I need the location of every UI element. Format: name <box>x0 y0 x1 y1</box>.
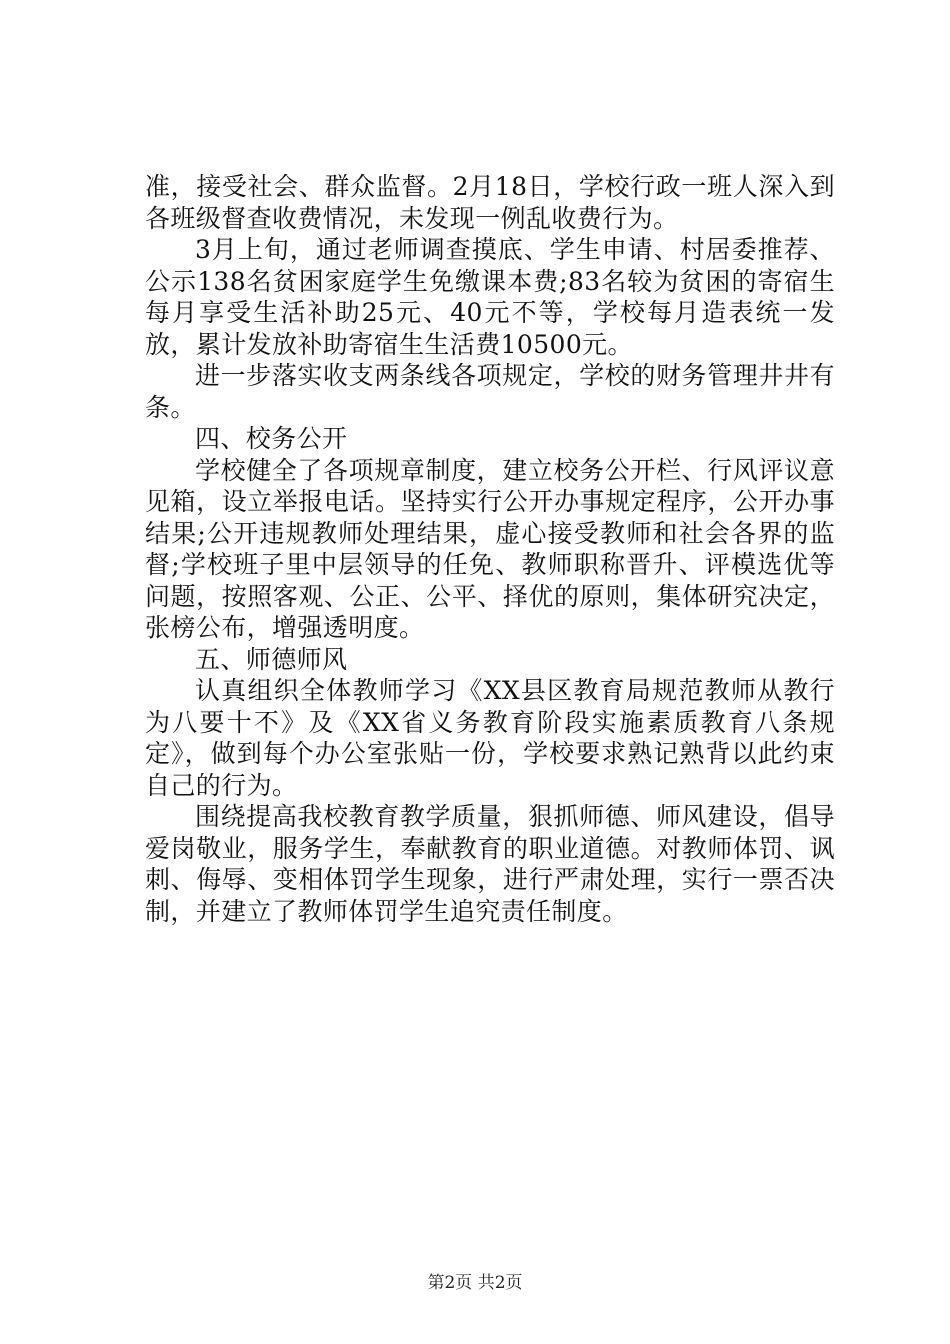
document-body <box>145 171 835 927</box>
paragraph-school-affairs: 学校健全了各项规章制度，建立校务公开栏、行风评议意见箱，设立举报电话。坚持实行公开办事规定程序，公开办事结果;公开违规教师处理结果，虚心接受教师和社会各界的监督;学校班子里中层领导的任免、教师职称晋升、评模选优等问题，按照客观、公正、公平、择优的原则，集体研究决定，张榜公布，增强透明度。 <box>145 455 835 642</box>
section-heading-teacher-ethics: 五、师德师风 <box>195 644 348 674</box>
page-footer: 第2页 共2页 <box>427 1273 523 1293</box>
section-heading-school-affairs: 四、校务公开 <box>195 424 348 453</box>
paragraph-study-rules: 认真组织全体教师学习《XX县区教育局规范教师从教行为八要十不》及《XX省义务教育阶段实施素质教育八条规定》，做到每个办公室张贴一份，学校要求熟记熟背以此约束自己的行为。 <box>145 676 835 800</box>
paragraph-subsidy: 3月上旬，通过老师调查摸底、学生申请、村居委推荐、公示138名贫困家庭学生免缴课本费;83名较为贫困的寄宿生每月享受生活补助25元、40元不等，学校每月造表统一发放，累计发放补助寄宿生生活费10500元。 <box>145 235 835 359</box>
paragraph-ethics-building: 围绕提高我校教育教学质量，狠抓师德、师风建设，倡导爱岗敬业，服务学生，奉献教育的职业道德。对教师体罚、讽刺、侮辱、变相体罚学生现象，进行严肃处理，实行一票否决制，并建立了教师体罚学生追究责任制度。 <box>145 802 835 926</box>
paragraph-finance: 进一步落实收支两条线各项规定，学校的财务管理井井有条。 <box>145 361 835 422</box>
paragraph-continuation: 准，接受社会、群众监督。2月18日，学校行政一班人深入到各班级督查收费情况，未发现一例乱收费行为。 <box>145 172 835 233</box>
